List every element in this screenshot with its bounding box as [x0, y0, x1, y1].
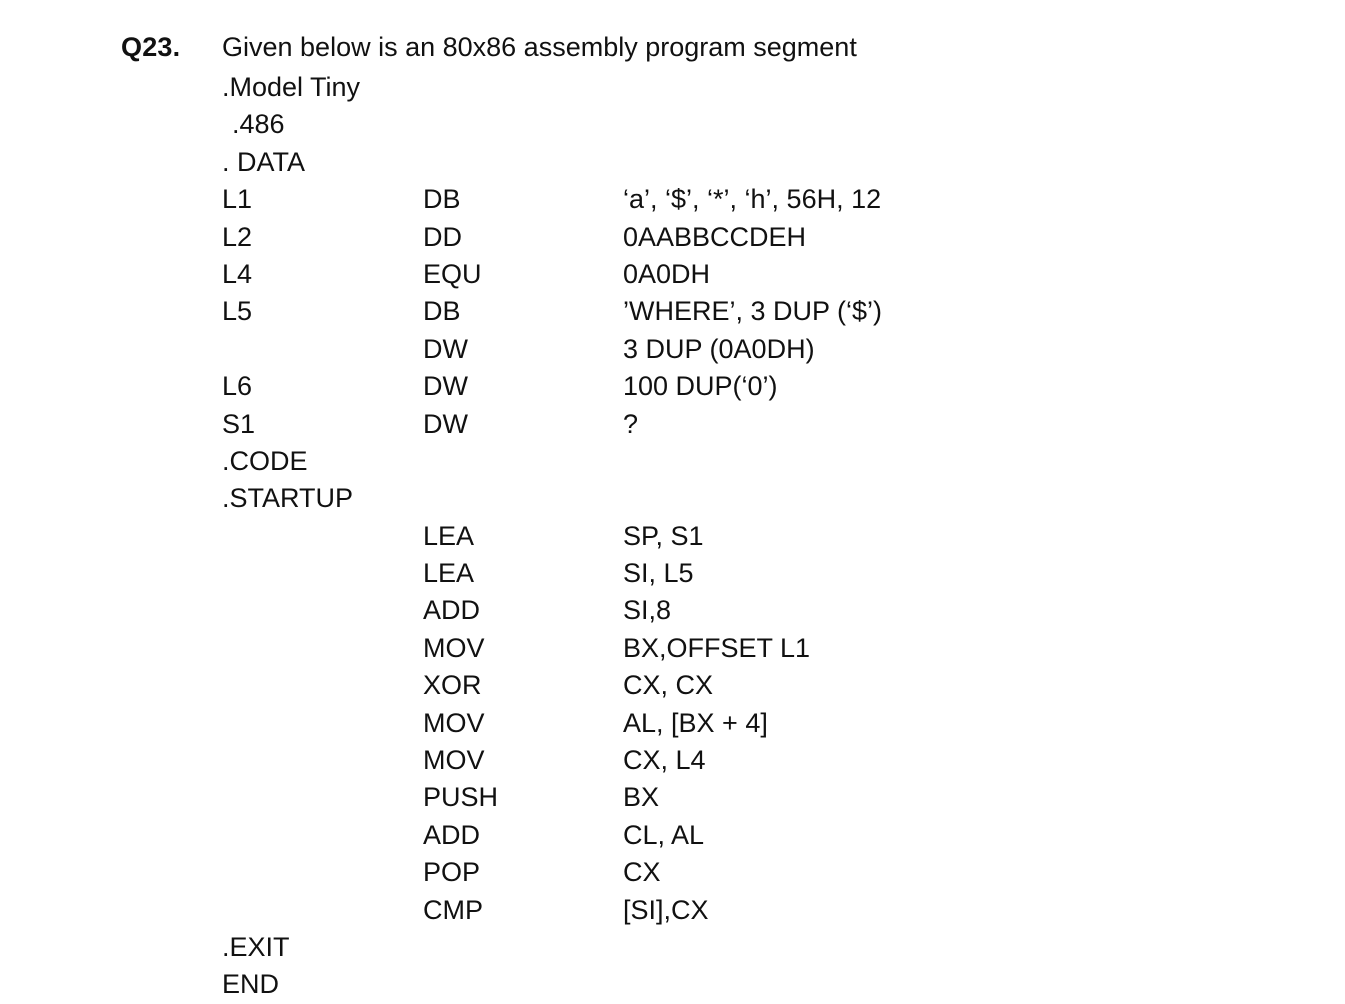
code-operand: SI,8 [623, 595, 672, 626]
code-mnemonic: LEA [423, 520, 475, 551]
code-line [222, 368, 1322, 405]
code-operand: CL, AL [623, 819, 705, 850]
code-operand: 0A0DH [623, 258, 711, 289]
code-line [222, 742, 1322, 779]
code-line [222, 144, 1322, 181]
code-line [222, 667, 1322, 704]
code-mnemonic: LEA [423, 558, 475, 589]
code-operand: ? [623, 408, 639, 439]
code-label: L6 [222, 371, 253, 402]
code-label: END [222, 969, 280, 1000]
code-mnemonic: DD [423, 221, 462, 252]
code-label: .Model Tiny [222, 72, 361, 102]
code-mnemonic: POP [423, 857, 481, 888]
code-line [222, 480, 1322, 517]
code-operand: BX [623, 782, 660, 813]
code-line [222, 966, 1322, 1003]
code-line [222, 256, 1322, 293]
code-mnemonic: DW [423, 333, 468, 364]
code-line [222, 892, 1322, 929]
code-operand: AL, [BX + 4] [623, 707, 768, 738]
code-line [222, 69, 1322, 106]
code-mnemonic: XOR [423, 670, 482, 701]
code-line [222, 293, 1322, 330]
code-label: .EXIT [222, 931, 290, 962]
code-label: . DATA [222, 146, 306, 177]
code-label: L5 [222, 296, 253, 327]
code-mnemonic: MOV [423, 707, 485, 738]
code-line [222, 331, 1322, 368]
code-operand: CX, L4 [623, 745, 706, 776]
code-label: L4 [222, 258, 253, 289]
code-line [222, 705, 1322, 742]
code-operand: 100 DUP(‘0’) [623, 371, 778, 402]
code-operand: CX, CX [623, 670, 714, 701]
code-label: .STARTUP [222, 483, 354, 514]
code-mnemonic: ADD [423, 595, 481, 626]
code-mnemonic: CMP [423, 894, 483, 925]
code-label: L2 [222, 221, 253, 252]
code-label: L1 [222, 184, 253, 215]
code-operand: 3 DUP (0A0DH) [623, 333, 815, 364]
code-line [222, 592, 1322, 629]
code-line [222, 817, 1322, 854]
code-line [222, 406, 1322, 443]
code-operand: SI, L5 [623, 558, 694, 589]
code-line [222, 555, 1322, 592]
code-line [222, 443, 1322, 480]
code-label: .486 [232, 109, 285, 140]
code-mnemonic: MOV [423, 745, 485, 776]
code-mnemonic: DW [423, 408, 468, 439]
code-operand: ’WHERE’, 3 DUP (‘$’) [623, 296, 883, 327]
code-operand: ‘a’, ‘$’, ‘*’, ‘h’, 56H, 12 [623, 184, 882, 215]
code-line [222, 106, 1322, 143]
code-operand: SP, S1 [623, 520, 704, 551]
assembly-code-listing [222, 69, 1322, 1004]
code-line [222, 219, 1322, 256]
code-line [222, 518, 1322, 555]
code-mnemonic: ADD [423, 819, 481, 850]
code-label: S1 [222, 408, 256, 439]
code-mnemonic: DB [423, 184, 461, 215]
question-number: Q23. [121, 32, 181, 62]
code-mnemonic: PUSH [423, 782, 499, 813]
code-mnemonic: DW [423, 371, 468, 402]
code-line [222, 929, 1322, 966]
code-label: .CODE [222, 445, 308, 476]
code-mnemonic: EQU [423, 258, 482, 289]
code-operand: [SI],CX [623, 894, 709, 925]
code-mnemonic: DB [423, 296, 461, 327]
question-text: Given below is an 80x86 assembly program segment [222, 32, 857, 62]
code-mnemonic: MOV [423, 632, 485, 663]
code-line [222, 181, 1322, 218]
code-line [222, 630, 1322, 667]
code-operand: BX,OFFSET L1 [623, 632, 811, 663]
code-operand: CX [623, 857, 661, 888]
code-line [222, 779, 1322, 816]
code-line [222, 854, 1322, 891]
code-operand: 0AABBCCDEH [623, 221, 807, 252]
